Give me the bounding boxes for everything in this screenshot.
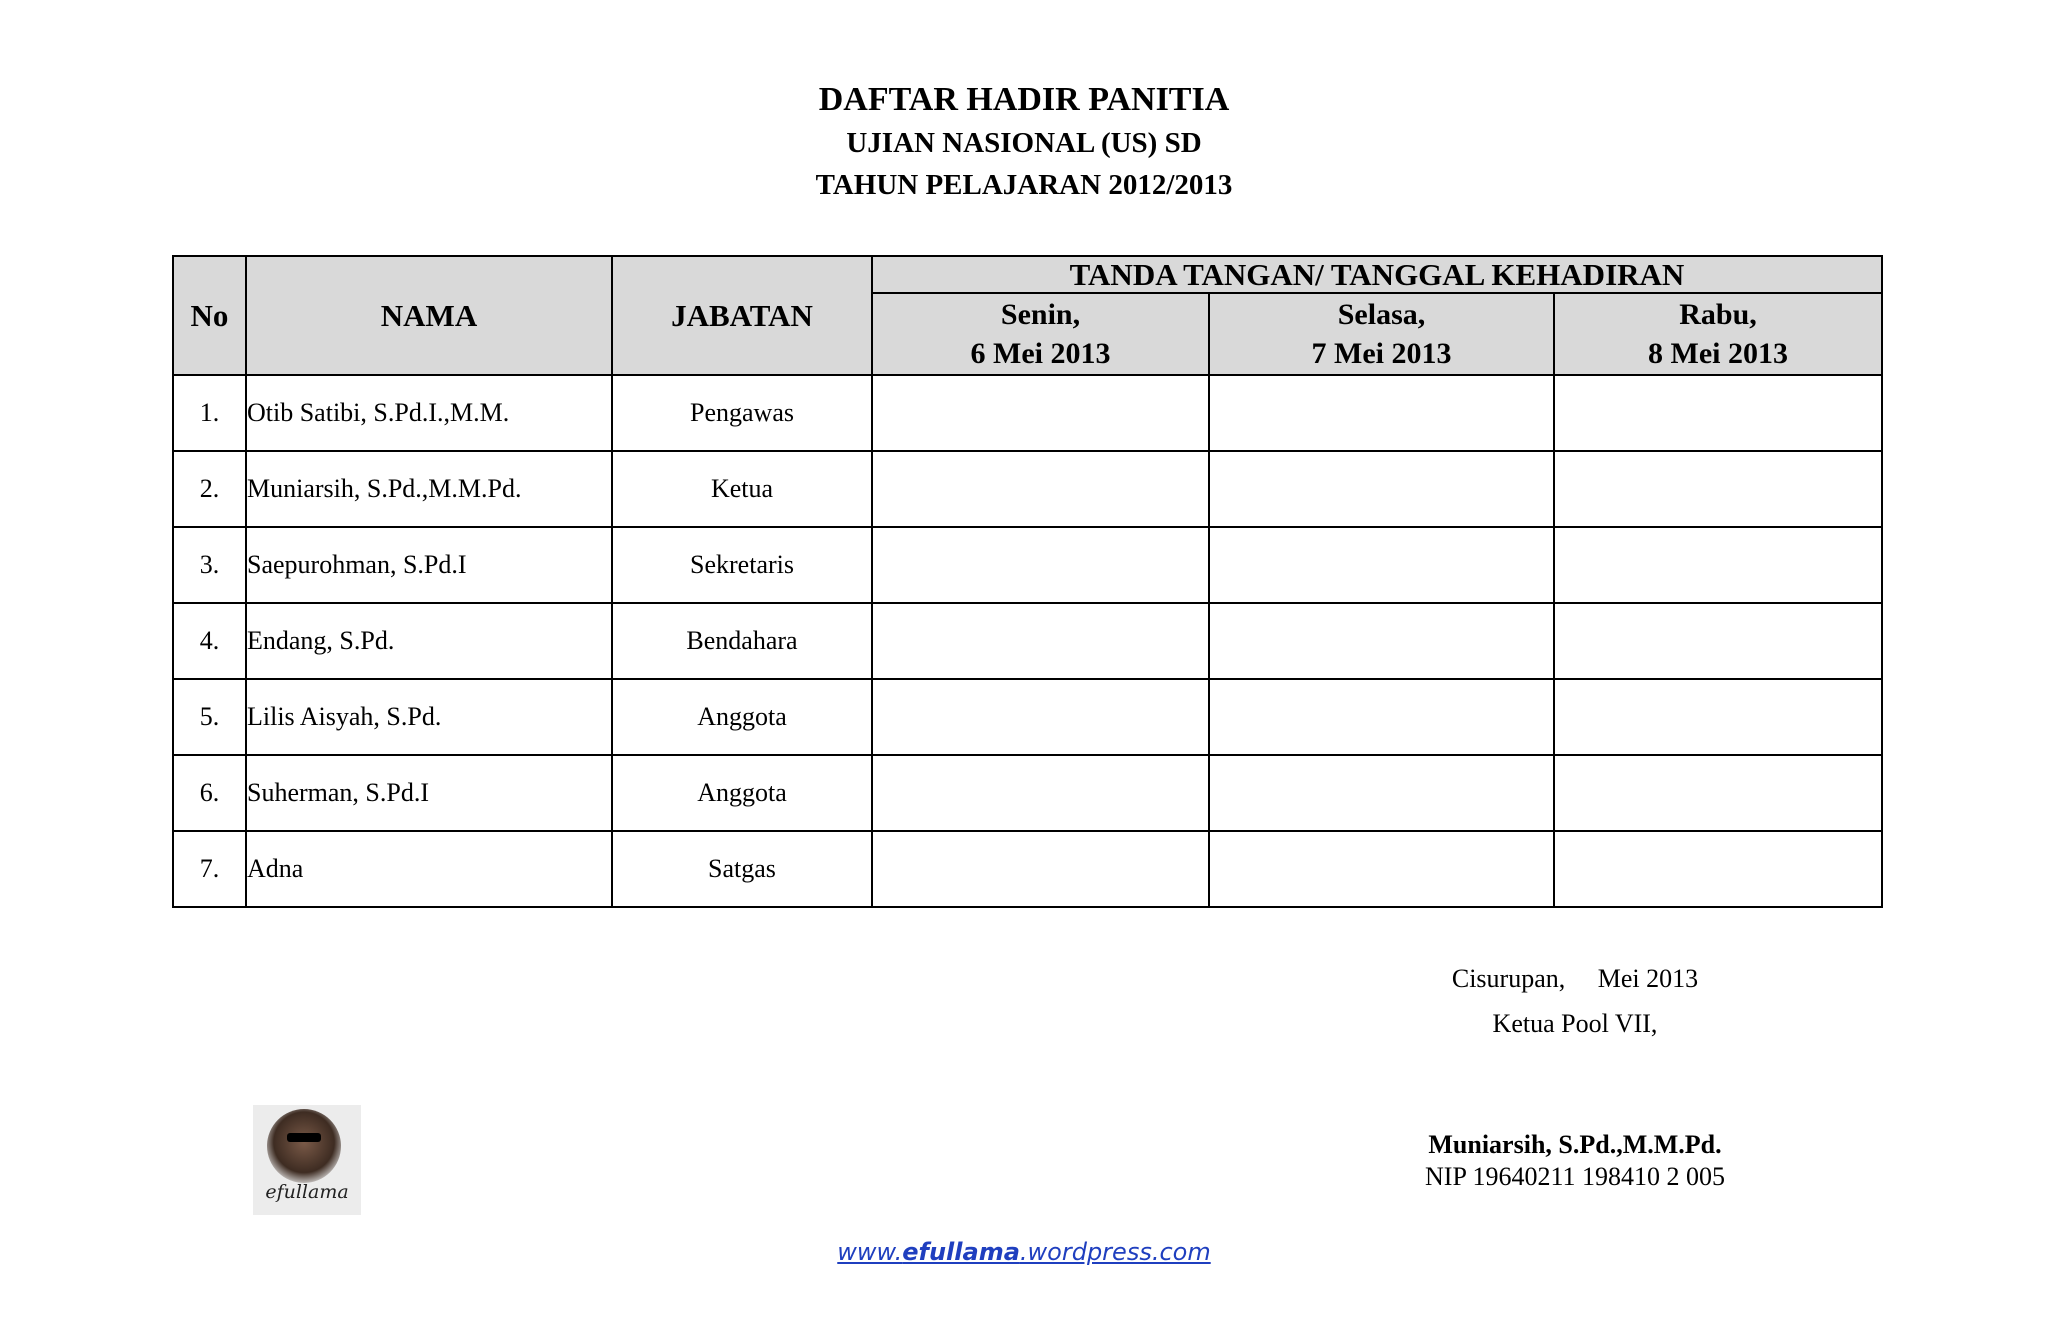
member-name: Suherman, S.Pd.I — [246, 755, 612, 831]
signature-cell — [1209, 451, 1554, 527]
row-number: 3. — [173, 527, 246, 603]
table-row — [173, 375, 1882, 451]
portrait-icon — [267, 1109, 341, 1183]
document-header — [0, 78, 2048, 206]
signature-cell — [1209, 755, 1554, 831]
sunglasses-icon — [287, 1133, 321, 1142]
member-name: Endang, S.Pd. — [246, 603, 612, 679]
site-name: efullama — [902, 1238, 1020, 1266]
signature-cell — [872, 527, 1209, 603]
row-number: 5. — [173, 679, 246, 755]
table-row — [173, 755, 1882, 831]
day-date: 8 Mei 2013 — [1648, 337, 1788, 370]
signature-cell — [872, 679, 1209, 755]
site-suffix: .wordpress.com — [1019, 1238, 1211, 1266]
signature-place-date: Cisurupan, Mei 2013 — [1451, 964, 1699, 993]
row-number: 1. — [173, 375, 246, 451]
member-name: Otib Satibi, S.Pd.I.,M.M. — [246, 375, 612, 451]
day-name: Selasa, — [1337, 298, 1426, 331]
member-position: Pengawas — [612, 375, 872, 451]
day-date: 7 Mei 2013 — [1311, 337, 1452, 370]
member-name: Adna — [246, 831, 612, 907]
signature-cell — [1209, 375, 1554, 451]
table-row — [173, 679, 1882, 755]
day-name: Senin, — [1000, 298, 1081, 331]
signature-cell — [872, 831, 1209, 907]
signature-cell — [872, 375, 1209, 451]
signature-cell — [1554, 375, 1882, 451]
signature-cell — [1554, 451, 1882, 527]
member-position: Anggota — [612, 755, 872, 831]
signature-cell — [872, 755, 1209, 831]
row-number: 6. — [173, 755, 246, 831]
site-prefix: www. — [837, 1238, 903, 1266]
signature-cell — [1209, 831, 1554, 907]
row-number: 7. — [173, 831, 246, 907]
header-name: NAMA — [246, 256, 612, 375]
header-day-1 — [872, 293, 1209, 375]
signature-cell — [1554, 603, 1882, 679]
row-number: 4. — [173, 603, 246, 679]
attendance-table — [172, 255, 1883, 908]
signature-cell — [872, 451, 1209, 527]
table-row — [173, 451, 1882, 527]
signature-cell — [1554, 679, 1882, 755]
header-no: No — [173, 256, 246, 375]
header-day-2 — [1209, 293, 1554, 375]
header-signature-group: TANDA TANGAN/ TANGGAL KEHADIRAN — [872, 256, 1882, 293]
website-link[interactable] — [0, 1238, 2048, 1266]
signature-name: Muniarsih, S.Pd.,M.M.Pd. — [1428, 1130, 1722, 1159]
member-name: Saepurohman, S.Pd.I — [246, 527, 612, 603]
member-name: Muniarsih, S.Pd.,M.M.Pd. — [246, 451, 612, 527]
table-row — [173, 603, 1882, 679]
header-position: JABATAN — [612, 256, 872, 375]
member-name: Lilis Aisyah, S.Pd. — [246, 679, 612, 755]
table-row — [173, 831, 1882, 907]
member-position: Bendahara — [612, 603, 872, 679]
logo-signature-text: efullama — [265, 1181, 349, 1203]
signature-cell — [1209, 527, 1554, 603]
row-number: 2. — [173, 451, 246, 527]
signature-cell — [872, 603, 1209, 679]
table-row — [173, 527, 1882, 603]
member-position: Sekretaris — [612, 527, 872, 603]
signature-cell — [1554, 527, 1882, 603]
signature-role: Ketua Pool VII, — [1492, 1009, 1658, 1038]
signature-cell — [1554, 755, 1882, 831]
signature-cell — [1209, 603, 1554, 679]
member-position: Ketua — [612, 451, 872, 527]
document-title: DAFTAR HADIR PANITIA — [818, 81, 1230, 118]
signature-cell — [1209, 679, 1554, 755]
author-logo — [253, 1105, 361, 1215]
day-name: Rabu, — [1679, 298, 1757, 331]
academic-year: TAHUN PELAJARAN 2012/2013 — [815, 169, 1233, 201]
signature-cell — [1554, 831, 1882, 907]
day-date: 6 Mei 2013 — [970, 337, 1111, 370]
document-subtitle: UJIAN NASIONAL (US) SD — [846, 127, 1202, 159]
member-position: Satgas — [612, 831, 872, 907]
signature-nip: NIP 19640211 198410 2 005 — [1425, 1162, 1725, 1191]
member-position: Anggota — [612, 679, 872, 755]
header-day-3 — [1554, 293, 1882, 375]
